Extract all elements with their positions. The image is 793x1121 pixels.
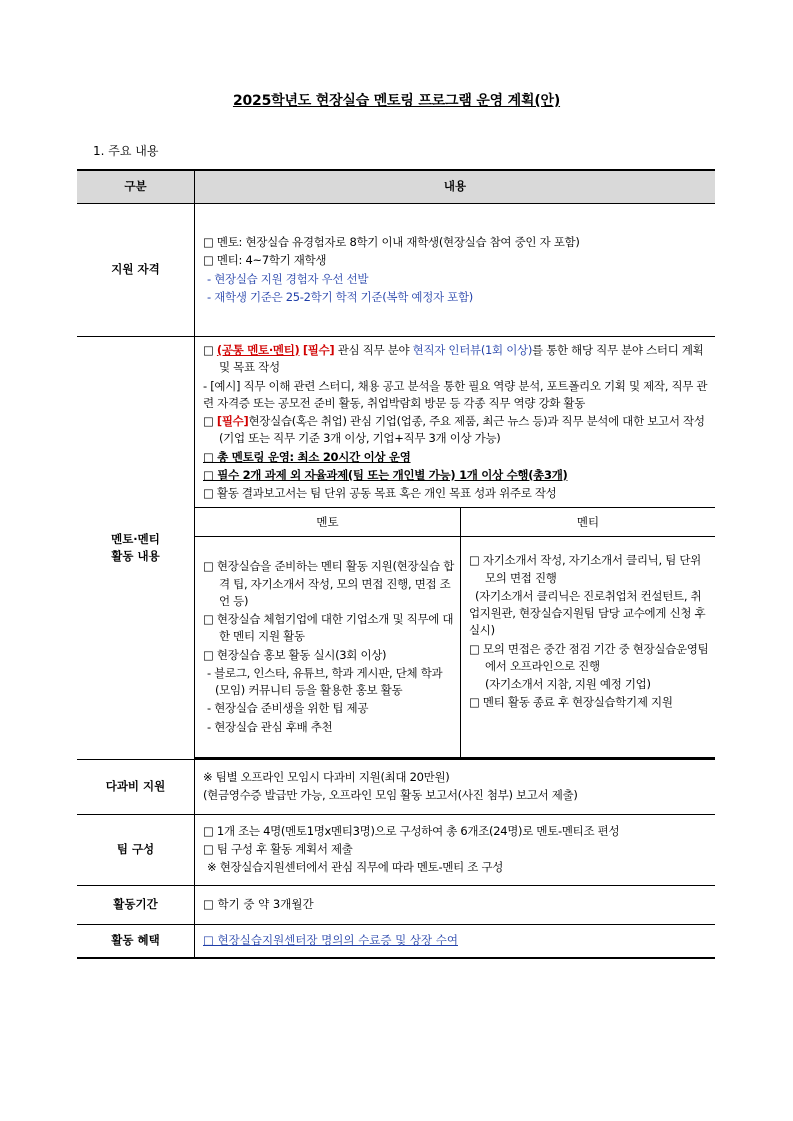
activity-item-hours: □ 총 멘토링 운영: 최소 20시간 이상 운영 bbox=[203, 449, 411, 464]
period-content: □ 학기 중 약 3개월간 bbox=[195, 885, 716, 924]
eligibility-note-priority: - 현장실습 지원 경험자 우선 선발 bbox=[207, 271, 369, 286]
mentor-items bbox=[195, 537, 461, 758]
eligibility-mentee: □ 멘티: 4~7학기 재학생 bbox=[203, 253, 327, 268]
page-title: 2025학년도 현장실습 멘토링 프로그램 운영 계획(안) bbox=[232, 93, 561, 109]
header-content: 내용 bbox=[195, 170, 716, 204]
mentor-item: □ 현장실습 체험기업에 대한 기업소개 및 직무에 대한 멘티 지원 활동 bbox=[203, 612, 454, 644]
eligibility-mentor: □ 멘토: 현장실습 유경험자로 8학기 이내 재학생(현장실습 참여 중인 자 포함) bbox=[203, 235, 580, 249]
period-label: 활동기간 bbox=[77, 885, 195, 924]
eligibility-label: 지원 자격 bbox=[77, 204, 195, 337]
mentor-item: □ 현장실습 홍보 활동 실시(3회 이상) bbox=[203, 647, 387, 662]
benefit-label: 활동 혜택 bbox=[77, 924, 195, 958]
header-category: 구분 bbox=[77, 170, 195, 204]
activity-example: - [예시] 직무 이해 관련 스터디, 채용 공고 분석을 통한 필요 역량 분석, 포트폴리오 기획 및 제작, 직무 관련 자격증 또는 공모전 준비 활동, 취업박람회 방문 등 각종 직무 역량 강화 활동 bbox=[203, 378, 708, 410]
required-tag: [필수] bbox=[302, 343, 335, 357]
common-tag: (공통 멘토·멘티) bbox=[216, 343, 300, 357]
team-label: 팀 구성 bbox=[77, 814, 195, 885]
mentee-item: □ 자기소개서 작성, 자기소개서 클리닉, 팀 단위 모의 면접 진행 bbox=[469, 553, 701, 585]
row-eligibility bbox=[77, 204, 715, 337]
activity-item-interview-text1: 관심 직무 분야 bbox=[334, 343, 413, 357]
activity-label bbox=[77, 337, 195, 760]
mentee-item: □ 멘티 활동 종료 후 현장실습학기제 지원 bbox=[469, 695, 673, 710]
team-note: ※ 현장실습지원센터에서 관심 직무에 따라 멘토-멘티 조 구성 bbox=[207, 860, 504, 875]
interview-requirement: 현직자 인터뷰(1회 이상) bbox=[412, 343, 533, 357]
team-item: □ 1개 조는 4명(멘토1명x멘티3명)으로 구성하여 총 6개조(24명)로 멘토-멘티조 편성 bbox=[203, 823, 620, 838]
benefit-content: □ 현장실습지원센터장 명의의 수료증 및 상장 수여 bbox=[195, 924, 716, 958]
eligibility-note-standard: - 재학생 기준은 25-2학기 학적 기준(복학 예정자 포함) bbox=[207, 289, 473, 304]
meal-content bbox=[195, 759, 716, 814]
activity-item-interview-box: □ bbox=[203, 343, 217, 357]
meal-condition: (현금영수증 발급만 가능, 오프라인 모임 활동 보고서(사진 첨부) 보고서 제출) bbox=[203, 788, 578, 803]
activity-item-interview-text2: 를 통한 해당 직무 분야 스터디 계획 및 목표 작성 bbox=[219, 343, 704, 375]
mentee-note: (자기소개서 지참, 지원 예정 기업) bbox=[485, 677, 651, 691]
mentor-subitem: - 블로그, 인스타, 유튜브, 학과 게시판, 단체 학과(모임) 커뮤니티 등을 활용한 홍보 활동 bbox=[207, 665, 443, 697]
activity-item-report-text: 현장실습(혹은 취업) 관심 기업(업종, 주요 제품, 최근 뉴스 등)과 직무 분석에 대한 보고서 작성(기업 또는 직무 기준 3개 이상, 기업+직무 3개 이상 가능) bbox=[219, 414, 705, 446]
mentee-items bbox=[461, 537, 716, 758]
program-table bbox=[77, 169, 715, 959]
team-content bbox=[195, 814, 716, 885]
mentor-header: 멘토 bbox=[195, 508, 461, 537]
mentee-header: 멘티 bbox=[461, 508, 716, 537]
meal-support: ※ 팀별 오프라인 모임시 다과비 지원(최대 20만원) bbox=[203, 770, 450, 784]
mentor-item: □ 현장실습을 준비하는 멘티 활동 지원(현장실습 합격 팁, 자기소개서 작성, 모의 면접 진행, 면접 조언 등) bbox=[203, 559, 455, 608]
table-header-row bbox=[77, 170, 715, 204]
section-heading: 1. 주요 내용 bbox=[93, 144, 159, 158]
activity-item-report bbox=[203, 413, 709, 448]
mentor-subitem: - 현장실습 관심 후배 추천 bbox=[207, 719, 333, 734]
activity-item-interview bbox=[203, 342, 709, 377]
meal-label: 다과비 지원 bbox=[77, 759, 195, 814]
row-period bbox=[77, 885, 715, 924]
row-meal bbox=[77, 759, 715, 814]
row-activity bbox=[77, 337, 715, 760]
activity-item-tasks: □ 필수 2개 과제 외 자율과제(팀 또는 개인별 가능) 1개 이상 수행(총3개) bbox=[203, 467, 568, 482]
eligibility-content bbox=[195, 204, 716, 337]
activity-label-line2: 활동 내용 bbox=[111, 548, 160, 563]
mentee-note: (자기소개서 클리닉은 진로취업처 컨설턴트, 취업지원관, 현장실습지원팀 담당 교수에게 신청 후 실시) bbox=[469, 588, 706, 638]
activity-item-report-box: □ bbox=[203, 414, 217, 428]
activity-content bbox=[195, 337, 716, 760]
inner-header-row bbox=[195, 508, 715, 537]
row-benefit bbox=[77, 924, 715, 958]
mentor-subitem: - 현장실습 준비생을 위한 팁 제공 bbox=[207, 701, 369, 716]
team-item: □ 팀 구성 후 활동 계획서 제출 bbox=[203, 842, 353, 857]
inner-body-row bbox=[195, 537, 715, 758]
mentee-item: □ 모의 면접은 중간 점검 기간 중 현장실습운영팀에서 오프라인으로 진행 bbox=[469, 641, 709, 673]
mentor-mentee-table bbox=[195, 507, 715, 759]
required-tag-report: [필수] bbox=[216, 414, 249, 428]
row-team bbox=[77, 814, 715, 885]
activity-item-results: □ 활동 결과보고서는 팀 단위 공동 목표 혹은 개인 목표 성과 위주로 작성 bbox=[203, 486, 557, 500]
activity-label-line1: 멘토·멘티 bbox=[111, 531, 160, 546]
